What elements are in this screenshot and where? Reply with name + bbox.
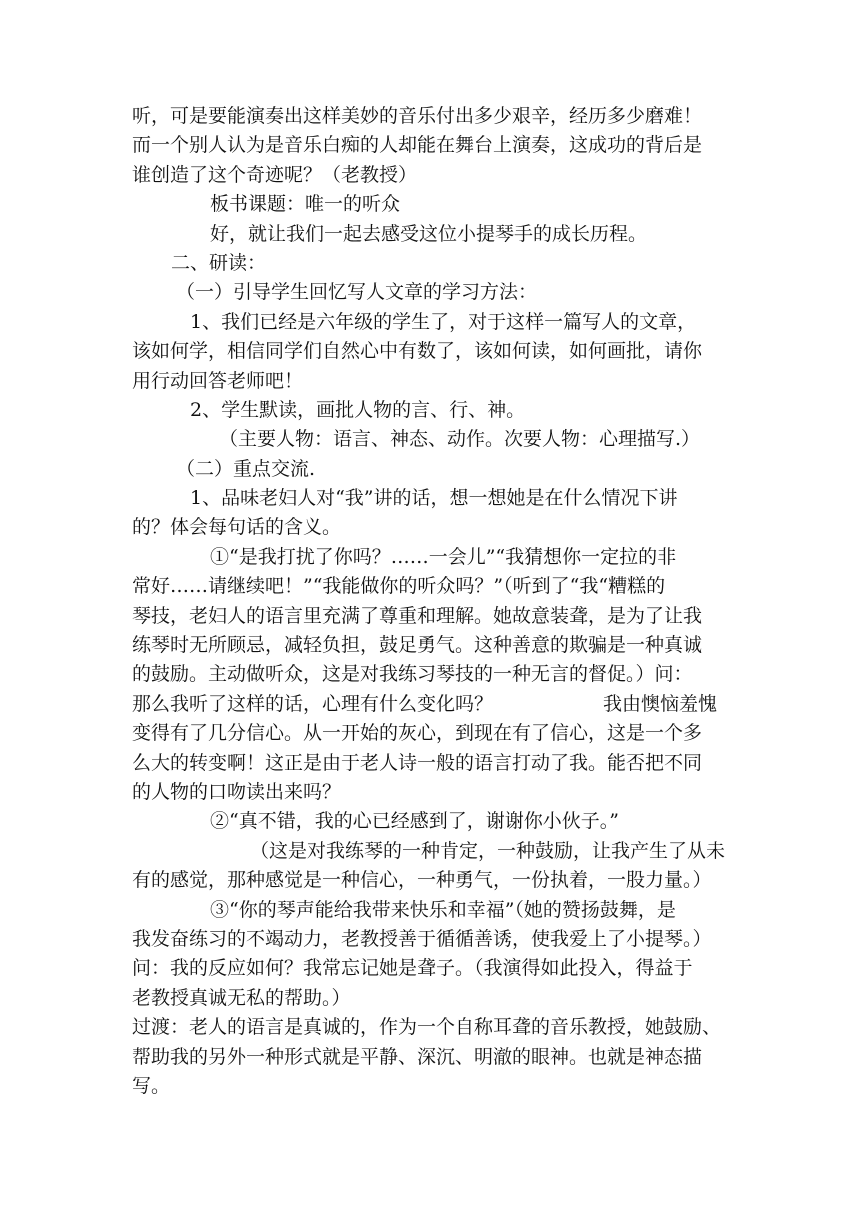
paragraph-line: 1、品味老妇人对“我”讲的话，想一想她是在什么情况下讲 xyxy=(190,487,678,510)
subsection-heading: （一）引导学生回忆写人文章的学习方法： xyxy=(176,281,538,304)
answer-start-text: 我由懊恼羞愧 xyxy=(603,692,718,715)
quote-line: 常好……请继续吧！”“我能做你的听众吗？”（听到了“我“糟糕的 xyxy=(132,575,666,598)
paragraph-line: 的人物的口吻读出来吗？ xyxy=(132,780,342,803)
transition-line: 帮助我的另外一种形式就是平静、深沉、明澈的眼神。也就是神态描 xyxy=(132,1045,703,1068)
document-page xyxy=(132,102,732,1101)
quote-line: 我发奋练习的不竭动力，老教授善于循循善诱，使我爱上了小提琴。） xyxy=(132,927,712,950)
paragraph-line: 2、学生默读，画批人物的言、行、神。 xyxy=(190,398,526,421)
question-text: 那么我听了这样的话，心理有什么变化吗？ xyxy=(132,692,494,715)
paragraph-line: 1、我们已经是六年级的学生了，对于这样一篇写人的文章， xyxy=(190,310,697,333)
paragraph-line: 听，可是要能演奏出这样美妙的音乐付出多少艰辛，经历多少磨难！ xyxy=(132,105,703,127)
paragraph-line: 变得有了几分信心。从一开始的灰心，到现在有了信心，这是一个多 xyxy=(132,722,703,745)
note-line: （这是对我练琴的一种肯定，一种鼓励，让我产生了从未 xyxy=(250,839,726,862)
subsection-heading: （二）重点交流. xyxy=(176,457,316,480)
quote-line: 老教授真诚无私的帮助。） xyxy=(132,986,351,1009)
paragraph-line: 谁创造了这个奇迹呢？（老教授） xyxy=(132,163,418,186)
paragraph-line: 该如何学，相信同学们自然心中有数了，该如何读，如何画批，请你 xyxy=(132,340,703,363)
quote-line: ②“真不错，我的心已经感到了，谢谢你小伙子。” xyxy=(210,810,619,833)
section-heading: 二、研读： xyxy=(171,251,267,274)
note-line: 有的感觉，那种感觉是一种信心，一种勇气，一份执着，一股力量。） xyxy=(132,869,712,892)
paragraph-line: 的？体会每句话的含义。 xyxy=(132,516,342,539)
quote-line: 问：我的反应如何？我常忘记她是聋子。（我演得如此投入，得益于 xyxy=(132,957,693,980)
paragraph-line: 而一个别人认为是音乐白痴的人却能在舞台上演奏，这成功的背后是 xyxy=(132,134,703,157)
note-line: （主要人物：语言、神态、动作。次要人物：心理描写.） xyxy=(219,428,701,451)
quote-line: 练琴时无所顾忌，减轻负担，鼓足勇气。这种善意的欺骗是一种真诚 xyxy=(132,634,703,657)
transition-line: 过渡：老人的语言是真诚的，作为一个自称耳聋的音乐教授，她鼓励、 xyxy=(132,1016,722,1039)
question-line xyxy=(132,690,732,719)
quote-line: 的鼓励。主动做听众，这是对我练习琴技的一种无言的督促。）问： xyxy=(132,663,693,686)
quote-line: ③“你的琴声能给我带来快乐和幸福”（她的赞扬鼓舞，是 xyxy=(210,898,676,921)
paragraph-line: 么大的转变啊！这正是由于老人诗一般的语言打动了我。能否把不同 xyxy=(132,751,703,774)
transition-line: 写。 xyxy=(132,1074,171,1097)
board-title: 板书课题：唯一的听众 xyxy=(210,193,401,216)
lead-in-line: 好，就让我们一起去感受这位小提琴手的成长历程。 xyxy=(210,222,648,245)
paragraph-line: 用行动回答老师吧！ xyxy=(132,369,304,392)
quote-line: 琴技，老妇人的语言里充满了尊重和理解。她故意装聋，是为了让我 xyxy=(132,604,703,627)
quote-line: ①“是我打扰了你吗？……一会儿”“我猜想你一定拉的非 xyxy=(210,545,677,568)
